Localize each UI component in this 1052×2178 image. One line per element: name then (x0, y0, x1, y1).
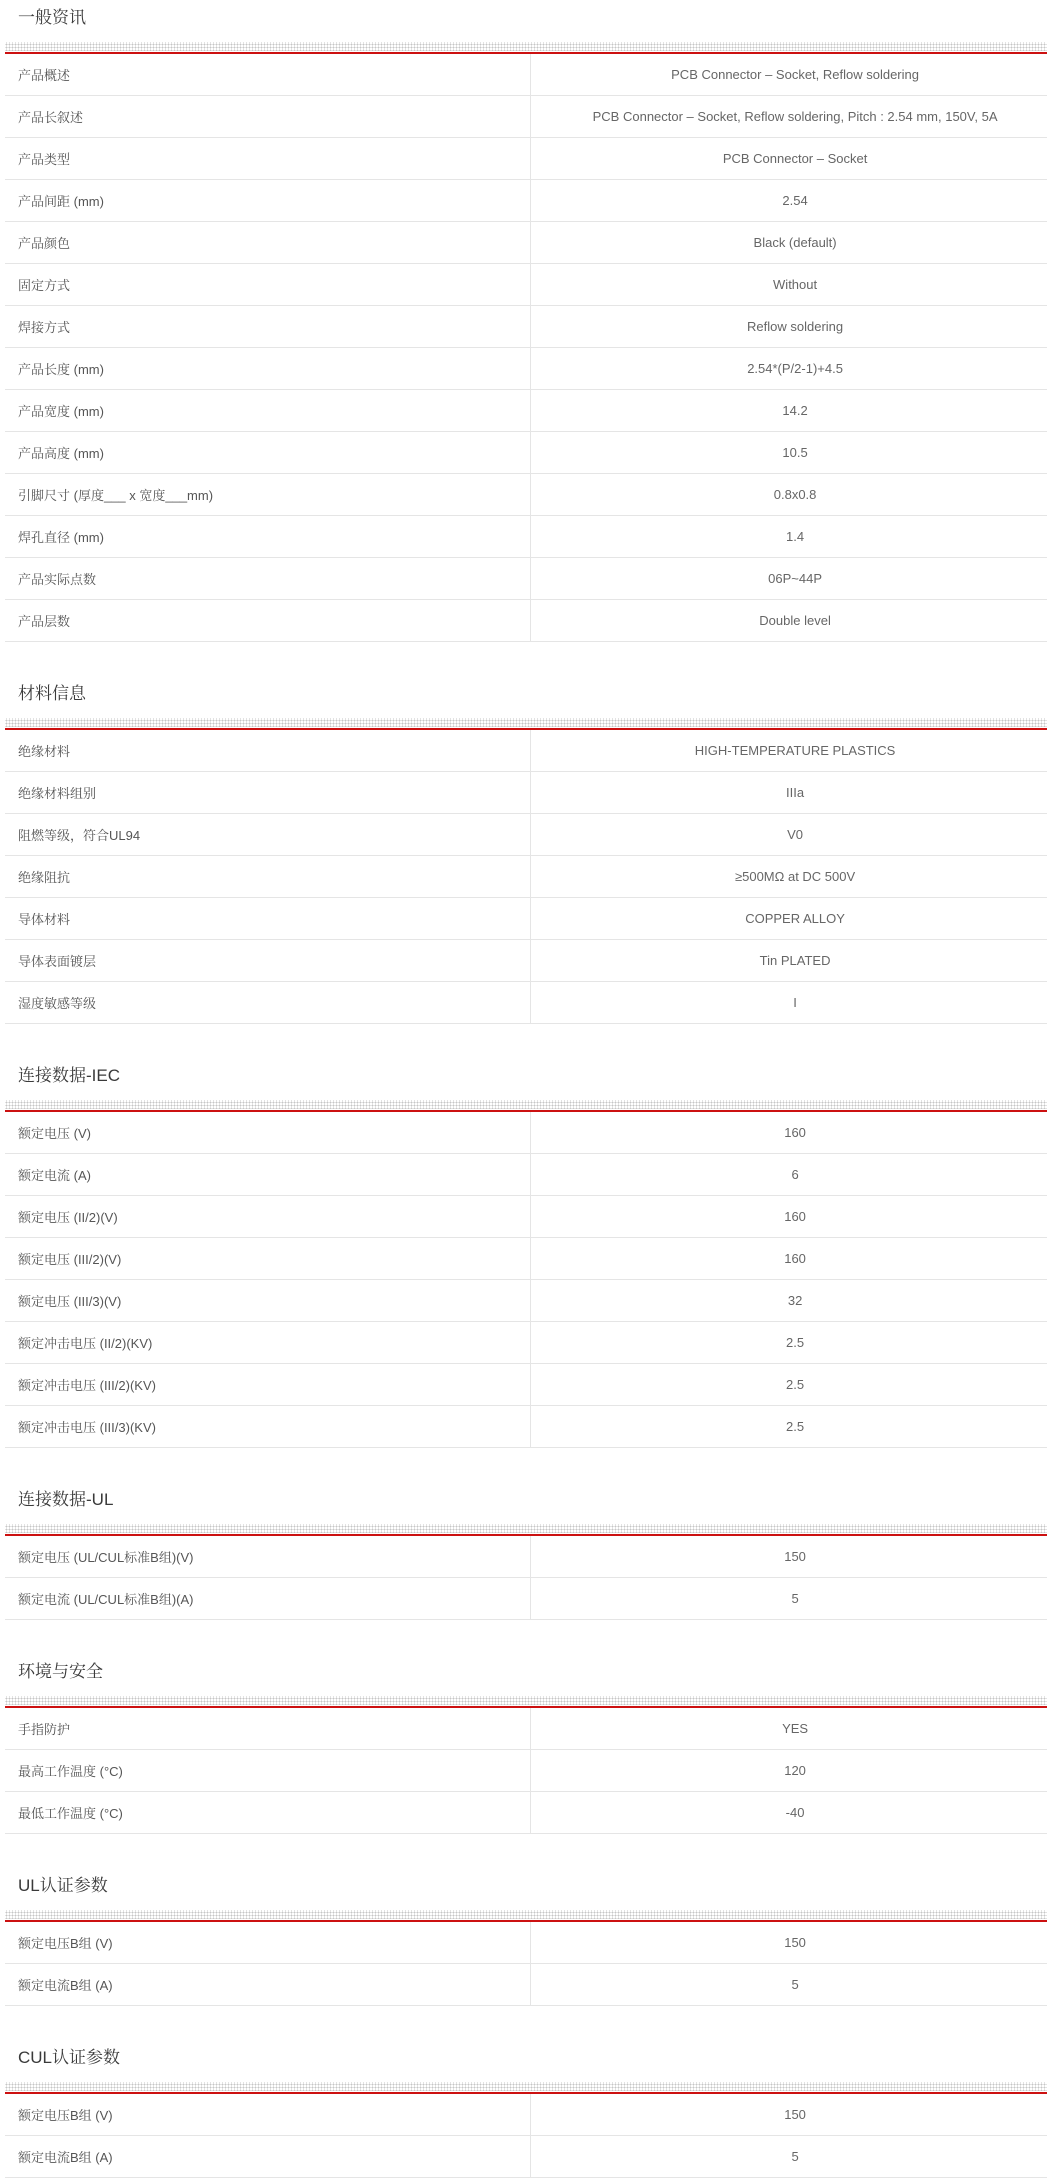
table-row (5, 1922, 1047, 1964)
row-label: 额定冲击电压 (II/2)(KV) (18, 1336, 153, 1351)
row-label: 产品类型 (18, 152, 71, 167)
row-value: YES (530, 1708, 1047, 1749)
dotted-band-decoration (5, 42, 1047, 51)
row-label: 产品层数 (18, 614, 71, 629)
row-value: 160 (530, 1112, 1047, 1153)
spec-section (5, 1874, 1047, 2006)
row-value: 120 (530, 1750, 1047, 1791)
row-label: 额定冲击电压 (III/2)(KV) (18, 1378, 156, 1393)
row-value: 2.5 (530, 1364, 1047, 1405)
row-label: 额定电压 (UL/CUL标准B组)(V) (18, 1550, 194, 1565)
table-row (5, 348, 1047, 390)
row-label: 额定电流B组 (A) (18, 2150, 113, 2165)
dotted-band-decoration (5, 1696, 1047, 1705)
spec-table (5, 730, 1047, 1024)
spec-section (5, 1488, 1047, 1620)
table-row (5, 898, 1047, 940)
row-label: 阻燃等级，符合UL94 (18, 828, 141, 843)
row-label: 额定电压 (V) (18, 1126, 91, 1141)
row-value: IIIa (530, 772, 1047, 813)
table-row (5, 1154, 1047, 1196)
section-title: 环境与安全 (18, 1662, 103, 1681)
table-row (5, 1792, 1047, 1834)
spec-section (5, 1064, 1047, 1448)
row-label: 产品实际点数 (18, 572, 97, 587)
table-row (5, 1364, 1047, 1406)
table-row (5, 1238, 1047, 1280)
row-label: 额定冲击电压 (III/3)(KV) (18, 1420, 156, 1435)
table-row (5, 772, 1047, 814)
row-value: 6 (530, 1154, 1047, 1195)
row-value: Tin PLATED (530, 940, 1047, 981)
table-row (5, 940, 1047, 982)
table-row (5, 1708, 1047, 1750)
row-value: COPPER ALLOY (530, 898, 1047, 939)
row-label: 固定方式 (18, 278, 71, 293)
spec-section (5, 2046, 1047, 2178)
row-value: 160 (530, 1238, 1047, 1279)
row-label: 额定电流 (A) (18, 1168, 91, 1183)
row-label: 额定电流B组 (A) (18, 1978, 113, 1993)
spec-table (5, 2094, 1047, 2178)
row-value: HIGH-TEMPERATURE PLASTICS (530, 730, 1047, 771)
section-title: 连接数据-IEC (18, 1066, 120, 1085)
table-row (5, 814, 1047, 856)
row-value: 150 (530, 1922, 1047, 1963)
row-label: 额定电流 (UL/CUL标准B组)(A) (18, 1592, 194, 1607)
table-row (5, 432, 1047, 474)
table-row (5, 1750, 1047, 1792)
row-label: 绝缘材料组别 (18, 786, 97, 801)
row-label: 额定电压 (III/2)(V) (18, 1252, 122, 1267)
row-value: PCB Connector – Socket (530, 138, 1047, 179)
row-label: 绝缘阻抗 (18, 870, 71, 885)
table-row (5, 180, 1047, 222)
table-row (5, 306, 1047, 348)
row-value: 2.5 (530, 1406, 1047, 1447)
table-row (5, 982, 1047, 1024)
row-value: 2.54*(P/2-1)+4.5 (530, 348, 1047, 389)
row-label: 导体材料 (18, 912, 71, 927)
row-label: 产品长叙述 (18, 110, 84, 125)
table-row (5, 600, 1047, 642)
table-row (5, 1406, 1047, 1448)
spec-table (5, 1708, 1047, 1834)
row-value: I (530, 982, 1047, 1023)
table-row (5, 1964, 1047, 2006)
table-row (5, 1196, 1047, 1238)
section-title: 一般资讯 (18, 8, 86, 27)
dotted-band-decoration (5, 1910, 1047, 1919)
row-value: 32 (530, 1280, 1047, 1321)
row-label: 额定电压 (II/2)(V) (18, 1210, 118, 1225)
table-row (5, 2136, 1047, 2178)
spec-section (5, 6, 1047, 642)
row-value: 1.4 (530, 516, 1047, 557)
row-value: V0 (530, 814, 1047, 855)
row-label: 引脚尺寸 (厚度___ x 宽度___mm) (18, 488, 214, 503)
row-label: 焊接方式 (18, 320, 71, 335)
row-label: 额定电压 (III/3)(V) (18, 1294, 122, 1309)
row-value: 2.5 (530, 1322, 1047, 1363)
row-value: 06P~44P (530, 558, 1047, 599)
spec-section (5, 682, 1047, 1024)
row-label: 产品间距 (mm) (18, 194, 104, 209)
row-value: 150 (530, 2094, 1047, 2135)
dotted-band-decoration (5, 718, 1047, 727)
spec-table (5, 1112, 1047, 1448)
row-value: Without (530, 264, 1047, 305)
table-row (5, 264, 1047, 306)
row-value: PCB Connector – Socket, Reflow soldering, Pitch : 2.54 mm, 150V, 5A (530, 96, 1047, 137)
row-value: ≥500MΩ at DC 500V (530, 856, 1047, 897)
table-row (5, 222, 1047, 264)
row-label: 额定电压B组 (V) (18, 1936, 113, 1951)
row-value: 0.8x0.8 (530, 474, 1047, 515)
row-label: 导体表面镀层 (18, 954, 97, 969)
dotted-band-decoration (5, 1100, 1047, 1109)
table-row (5, 856, 1047, 898)
table-row (5, 1280, 1047, 1322)
row-value: 5 (530, 2136, 1047, 2177)
row-label: 额定电压B组 (V) (18, 2108, 113, 2123)
table-row (5, 1322, 1047, 1364)
row-value: 2.54 (530, 180, 1047, 221)
section-title: 材料信息 (18, 684, 86, 703)
row-label: 最低工作温度 (°C) (18, 1806, 123, 1821)
row-value: Reflow soldering (530, 306, 1047, 347)
table-row (5, 516, 1047, 558)
row-value: Double level (530, 600, 1047, 641)
section-title: UL认证参数 (18, 1876, 108, 1895)
table-row (5, 54, 1047, 96)
row-label: 产品概述 (18, 68, 71, 83)
row-value: Black (default) (530, 222, 1047, 263)
section-title: 连接数据-UL (18, 1490, 114, 1509)
row-label: 产品宽度 (mm) (18, 404, 104, 419)
table-row (5, 1112, 1047, 1154)
table-row (5, 1536, 1047, 1578)
table-row (5, 558, 1047, 600)
table-row (5, 730, 1047, 772)
product-spec-page (5, 6, 1047, 2178)
row-label: 绝缘材料 (18, 744, 71, 759)
table-row (5, 1578, 1047, 1620)
row-label: 最高工作温度 (°C) (18, 1764, 123, 1779)
spec-table (5, 1922, 1047, 2006)
row-value: -40 (530, 1792, 1047, 1833)
row-value: 5 (530, 1964, 1047, 2005)
row-label: 产品长度 (mm) (18, 362, 104, 377)
dotted-band-decoration (5, 1524, 1047, 1533)
row-value: 14.2 (530, 390, 1047, 431)
dotted-band-decoration (5, 2082, 1047, 2091)
table-row (5, 474, 1047, 516)
row-label: 产品颜色 (18, 236, 71, 251)
table-row (5, 2094, 1047, 2136)
section-title: CUL认证参数 (18, 2048, 121, 2067)
row-label: 产品高度 (mm) (18, 446, 104, 461)
row-label: 焊孔直径 (mm) (18, 530, 104, 545)
spec-table (5, 1536, 1047, 1620)
spec-table (5, 54, 1047, 642)
row-label: 手指防护 (18, 1722, 71, 1737)
row-value: PCB Connector – Socket, Reflow soldering (530, 54, 1047, 95)
row-value: 10.5 (530, 432, 1047, 473)
row-value: 160 (530, 1196, 1047, 1237)
table-row (5, 138, 1047, 180)
table-row (5, 390, 1047, 432)
row-label: 湿度敏感等级 (18, 996, 97, 1011)
table-row (5, 96, 1047, 138)
spec-section (5, 1660, 1047, 1834)
row-value: 5 (530, 1578, 1047, 1619)
row-value: 150 (530, 1536, 1047, 1577)
